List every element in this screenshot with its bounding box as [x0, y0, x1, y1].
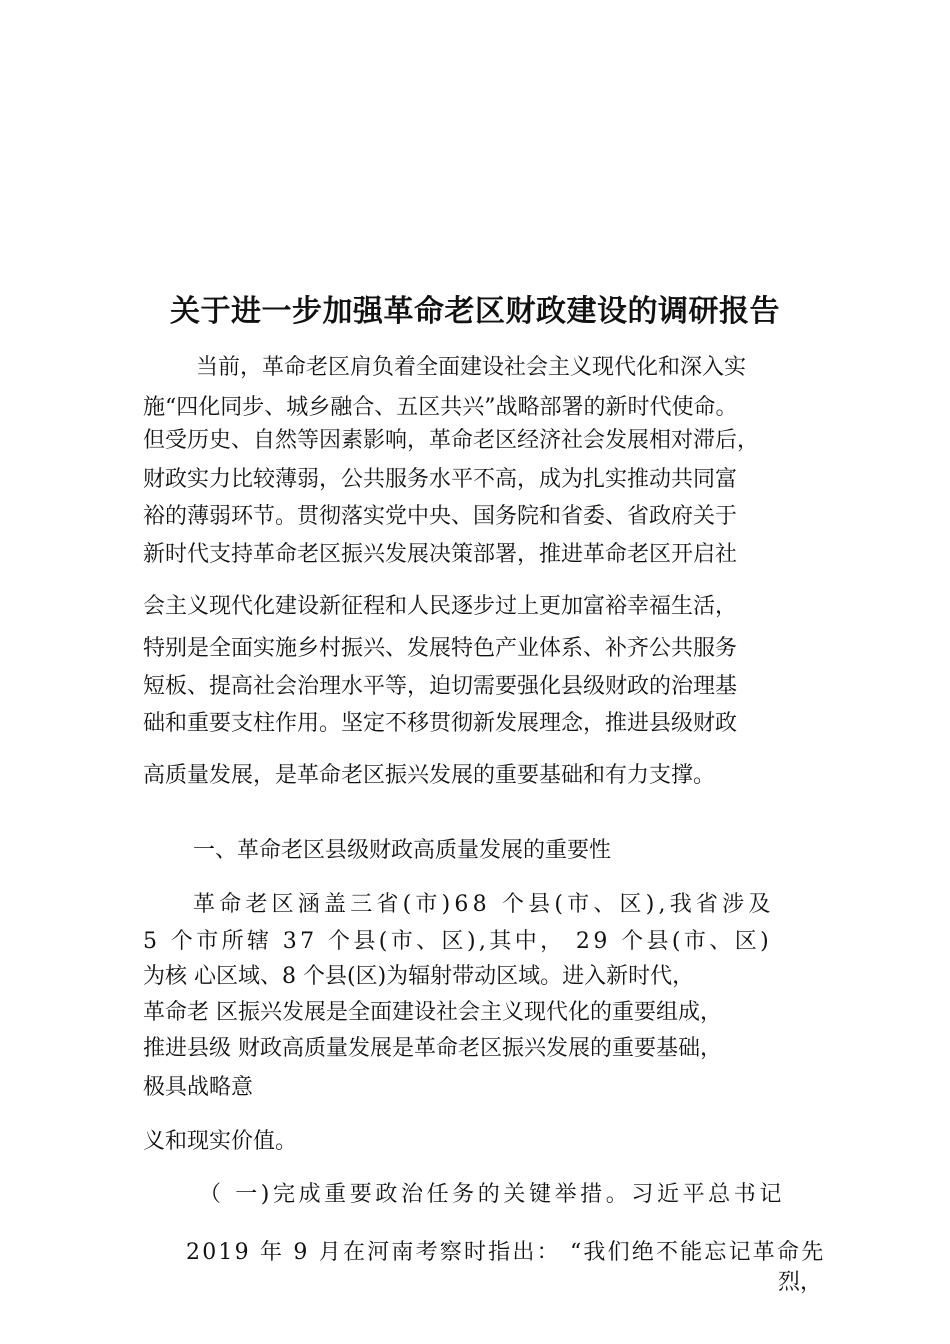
section-1-line-4: 革命老 区振兴发展是全面建设社会主义现代化的重要组成，	[143, 1000, 722, 1025]
intro-line-4: 财政实力比较薄弱，公共服务水平不高，成为扎实推动共同富	[143, 467, 738, 492]
section-1-line-7: 义和现实价值。	[143, 1129, 298, 1154]
intro-line-11: 高质量发展，是革命老区振兴发展的重要基础和有力支撑。	[143, 763, 716, 788]
section-1-line-6: 极具战略意	[143, 1075, 254, 1100]
intro-line-8: 特别是全面实施乡村振兴、发展特色产业体系、补齐公共服务	[143, 636, 738, 661]
section-1-line-2: 5 个市所辖 37 个县(市、区),其中， 29 个县(市、区)	[143, 929, 773, 954]
intro-line-7: 会主义现代化建设新征程和人民逐步过上更加富裕幸福生活，	[143, 594, 738, 619]
section-1-line-5: 推进县级 财政高质量发展是革命老区振兴发展的重要基础，	[143, 1036, 722, 1061]
quote-line: 2019 年 9 月在河南考察时指出： “我们绝不能忘记革命先	[186, 1240, 826, 1265]
intro-line-1: 当前，革命老区肩负着全面建设社会主义现代化和深入实	[196, 355, 747, 380]
subsection-1-line: （ 一)完成重要政治任务的关键举措。习近平总书记	[199, 1182, 785, 1207]
intro-line-10: 础和重要支柱作用。坚定不移贯彻新发展理念，推进县级财政	[143, 711, 738, 736]
intro-line-3: 但受历史、自然等因素影响，革命老区经济社会发展相对滞后，	[143, 428, 760, 453]
intro-line-9: 短板、提高社会治理水平等，迫切需要强化县级财政的治理基	[143, 674, 738, 699]
section-1-line-3: 为核 心区域、8 个县(区)为辐射带动区域。进入新时代，	[143, 964, 695, 989]
quote-tail: 烈，	[778, 1270, 823, 1295]
intro-line-5: 裕的薄弱环节。贯彻落实党中央、国务院和省委、省政府关于	[143, 504, 738, 529]
section-1-line-1: 革命老区涵盖三省(市)68 个县(市、区),我省涉及	[193, 892, 775, 917]
document-title: 关于进一步加强革命老区财政建设的调研报告	[170, 294, 780, 329]
intro-line-6: 新时代支持革命老区振兴发展决策部署，推进革命老区开启社	[143, 542, 738, 567]
section-1-heading: 一、革命老区县级财政高质量发展的重要性	[193, 838, 612, 863]
intro-line-2: 施“四化同步、城乡融合、五区共兴”战略部署的新时代使命。	[143, 395, 738, 420]
